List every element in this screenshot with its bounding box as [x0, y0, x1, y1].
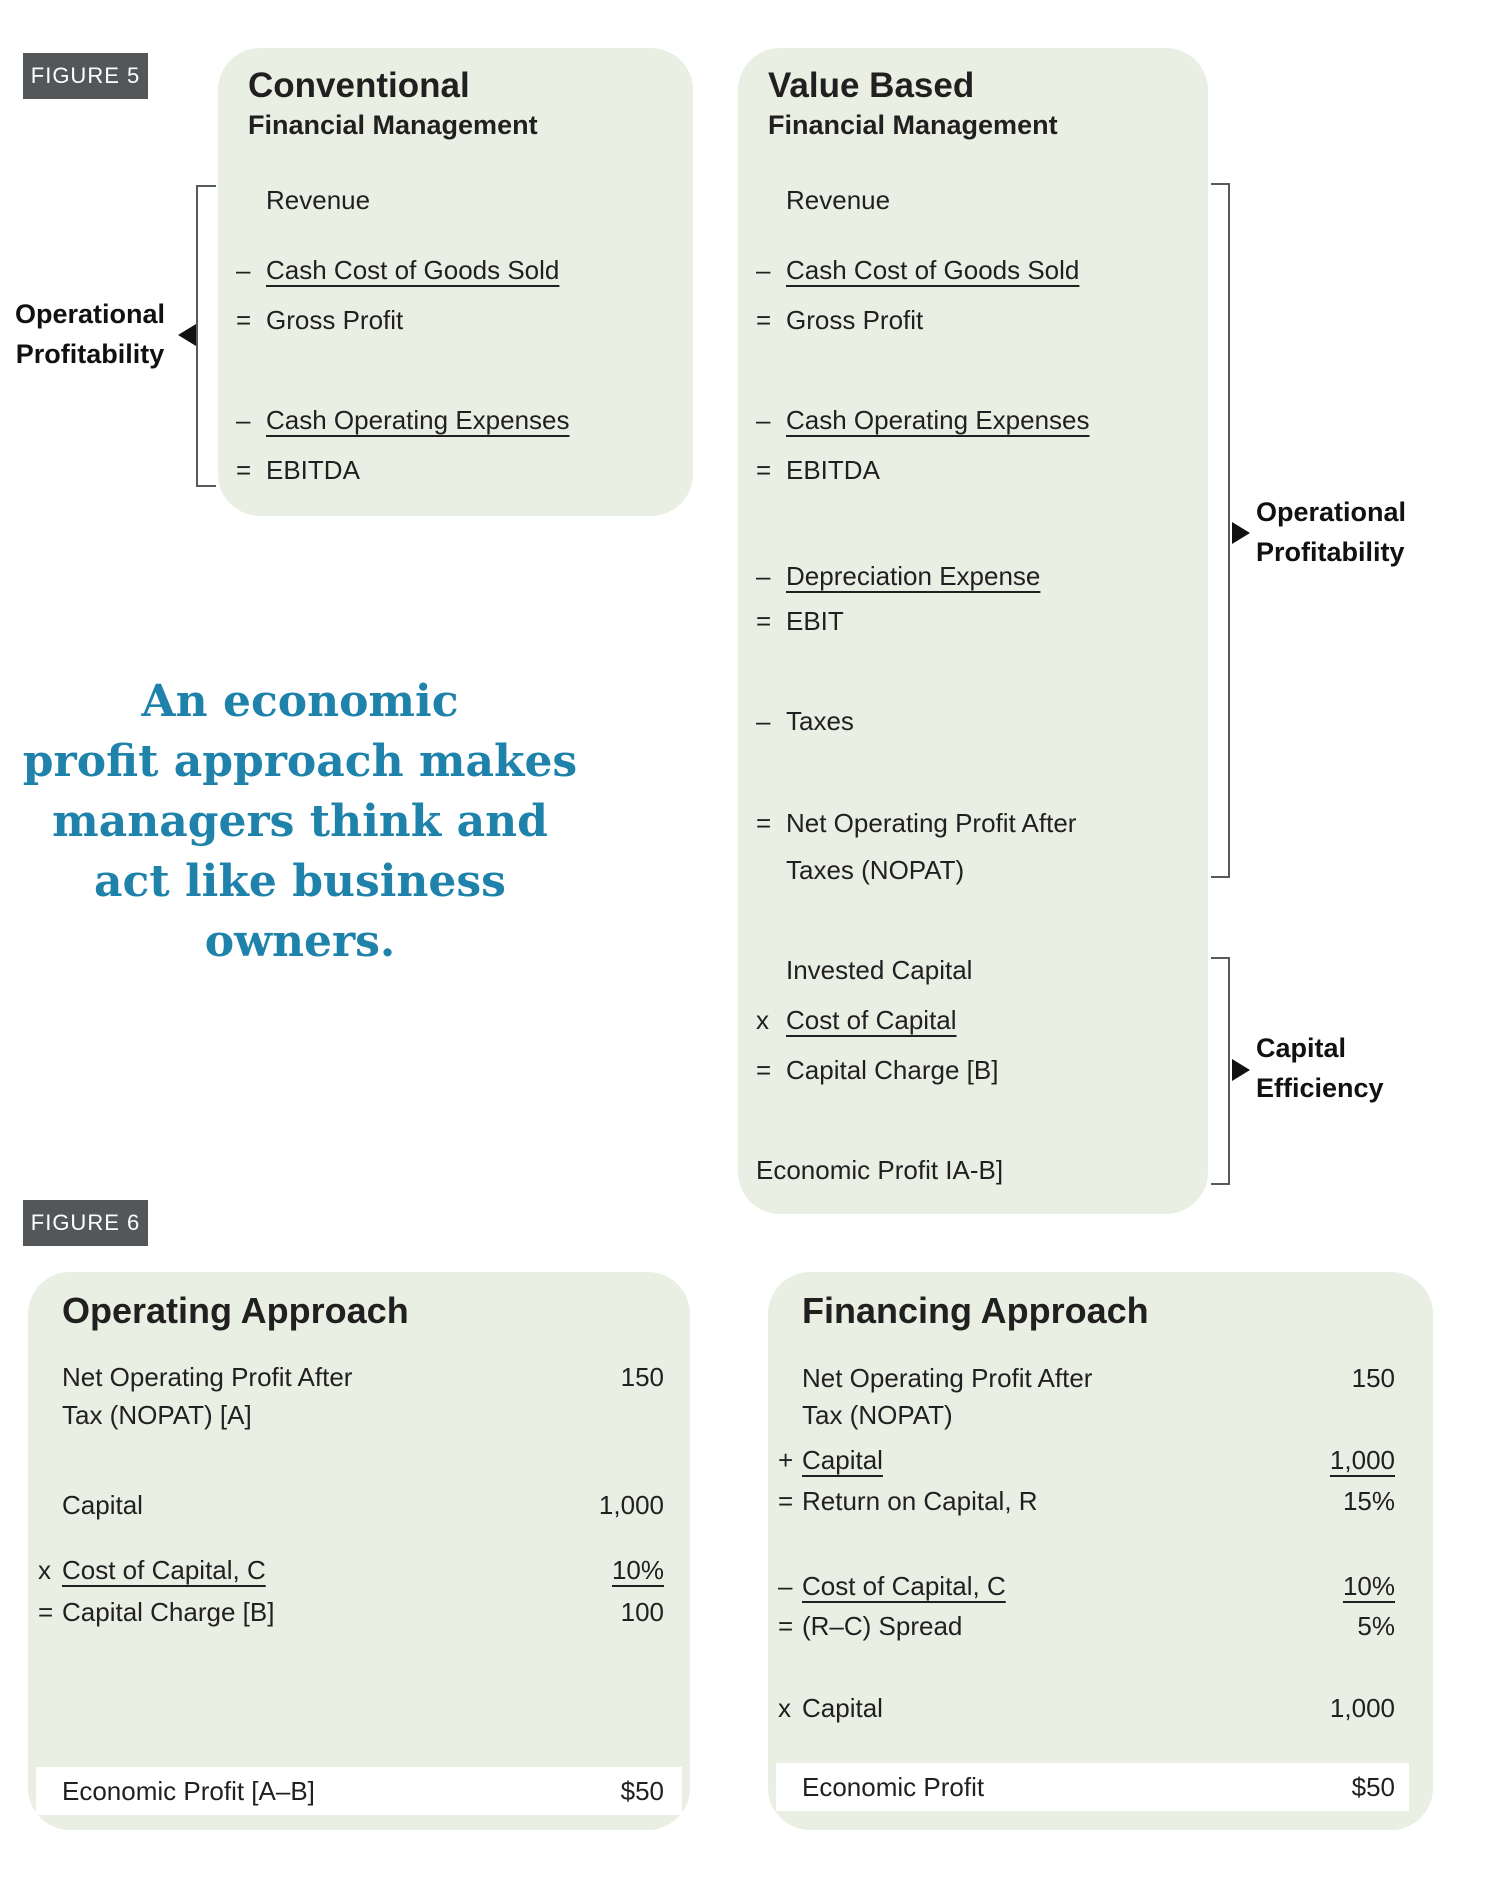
row-label: Return on Capital, R [802, 1486, 1038, 1516]
left-bracket-line [196, 185, 198, 487]
row-label: EBITDA [786, 455, 880, 485]
row-label: Cost of Capital, C [62, 1555, 266, 1585]
row-label: Tax (NOPAT) [A] [62, 1400, 252, 1430]
value-based-panel [738, 48, 1208, 1214]
row-value: 10% [1342, 1571, 1395, 1601]
row-label: Cash Cost of Goods Sold [266, 255, 560, 285]
financing-approach-panel [768, 1272, 1433, 1830]
row-label: Cost of Capital [786, 1005, 957, 1035]
value-based-row [738, 402, 1208, 438]
row-label: Economic Profit IA-B] [756, 1155, 1004, 1185]
row-label: Capital Charge [B] [786, 1055, 999, 1085]
row-label: Tax (NOPAT) [802, 1400, 953, 1430]
row-value: 15% [1342, 1486, 1395, 1516]
conventional-row [218, 252, 693, 288]
conventional-title: Conventional [248, 66, 470, 105]
quote-line: managers think and [52, 796, 548, 847]
row-label: Capital [802, 1445, 883, 1475]
row-operator: = [756, 1055, 772, 1085]
row-operator: = [236, 455, 252, 485]
row-operator: x [38, 1555, 51, 1585]
label-line: Profitability [1256, 537, 1405, 567]
quote-line: profit approach makes [22, 736, 578, 787]
label-line: Operational [14, 299, 166, 329]
row-operator: = [756, 455, 772, 485]
value-based-row [738, 182, 1208, 218]
financing-row [768, 1442, 1433, 1478]
quote-line: An economic [141, 676, 459, 727]
value-based-row [738, 603, 1208, 639]
row-label: Gross Profit [266, 305, 404, 335]
operating-approach-title: Operating Approach [62, 1290, 409, 1331]
value-based-row [738, 252, 1208, 288]
financing-approach-title: Financing Approach [802, 1290, 1149, 1331]
row-value: 150 [1351, 1363, 1395, 1393]
row-value: 1,000 [598, 1490, 664, 1520]
label-line: Profitability [15, 339, 165, 369]
value-based-row [738, 852, 1208, 888]
row-operator: = [236, 305, 252, 335]
row-operator: = [756, 606, 772, 636]
value-based-row [738, 1002, 1208, 1038]
highlight-label: Economic Profit [A–B] [62, 1776, 315, 1806]
conventional-row [218, 402, 693, 438]
row-label: Net Operating Profit After [802, 1363, 1093, 1393]
right-top-bracket-arrow-icon [1232, 522, 1250, 544]
right-top-bracket-bottom-tick [1211, 876, 1230, 878]
operating-row [28, 1359, 690, 1395]
economic-profit-highlight-row [776, 1763, 1409, 1811]
row-label: EBITDA [266, 455, 360, 485]
quote-line: owners. [204, 916, 396, 967]
economic-profit-highlight-row [36, 1767, 682, 1815]
row-operator: = [778, 1486, 794, 1516]
row-label: Revenue [786, 185, 891, 215]
left-bracket-arrow-icon [178, 324, 196, 346]
operational-profitability-right-label [1256, 492, 1406, 572]
row-operator: = [756, 808, 772, 838]
row-label: Taxes [786, 706, 854, 736]
row-label: Capital Charge [B] [62, 1597, 275, 1627]
operational-profitability-left-label [8, 294, 172, 374]
figure5-tag: FIGURE 5 [23, 53, 148, 99]
financing-row [768, 1608, 1433, 1644]
operating-approach-panel [28, 1272, 690, 1830]
row-label: Cost of Capital, C [802, 1571, 1006, 1601]
row-operator: + [778, 1445, 794, 1475]
value-based-row [738, 1152, 1208, 1188]
conventional-row [218, 302, 693, 338]
row-value: 1,000 [1329, 1693, 1395, 1723]
label-line: Operational [1256, 497, 1407, 527]
conventional-panel [218, 48, 693, 516]
right-bottom-bracket-line [1228, 957, 1230, 1185]
conventional-row [218, 182, 693, 218]
row-operator: – [236, 255, 251, 285]
row-operator: = [778, 1611, 794, 1641]
row-label: EBIT [786, 606, 844, 636]
operating-row [28, 1397, 690, 1433]
row-operator: = [38, 1597, 54, 1627]
row-value: 10% [611, 1555, 664, 1585]
quote-line: act like business [94, 856, 506, 907]
row-label: Capital [62, 1490, 143, 1520]
highlight-label: Economic Profit [802, 1772, 985, 1802]
left-bracket-top-tick [197, 185, 216, 187]
value-based-row [738, 952, 1208, 988]
row-label: Cash Operating Expenses [266, 405, 570, 435]
financing-row [768, 1483, 1433, 1519]
financing-row [768, 1360, 1433, 1396]
row-operator: – [756, 255, 771, 285]
operating-row [28, 1594, 690, 1630]
right-bottom-bracket-arrow-icon [1232, 1059, 1250, 1081]
row-label: Depreciation Expense [786, 561, 1041, 591]
right-bottom-bracket-top-tick [1211, 957, 1230, 959]
row-operator: – [756, 405, 771, 435]
operating-row [28, 1552, 690, 1588]
row-value: 150 [620, 1362, 664, 1392]
row-value: 100 [620, 1597, 664, 1627]
highlight-value: $50 [620, 1776, 664, 1806]
right-top-bracket-line [1228, 183, 1230, 878]
value-based-row [738, 1052, 1208, 1088]
row-label: Gross Profit [786, 305, 924, 335]
value-based-row [738, 558, 1208, 594]
highlight-value: $50 [1351, 1772, 1395, 1802]
row-operator: – [778, 1571, 793, 1601]
label-line: Capital [1256, 1033, 1347, 1063]
row-label: Cash Cost of Goods Sold [786, 255, 1080, 285]
value-based-row [738, 703, 1208, 739]
row-label: Taxes (NOPAT) [786, 855, 965, 885]
value-based-row [738, 302, 1208, 338]
value-based-title: Value Based [768, 66, 975, 105]
row-label: Net Operating Profit After [786, 808, 1077, 838]
row-label: Cash Operating Expenses [786, 405, 1090, 435]
row-label: Net Operating Profit After [62, 1362, 353, 1392]
row-label: Invested Capital [786, 955, 973, 985]
financing-row [768, 1397, 1433, 1433]
row-operator: = [756, 305, 772, 335]
row-label: (R–C) Spread [802, 1611, 963, 1641]
value-based-subtitle: Financial Management [768, 110, 1058, 140]
left-bracket-bottom-tick [197, 485, 216, 487]
row-operator: x [756, 1005, 769, 1035]
figure6-tag: FIGURE 6 [23, 1200, 148, 1246]
right-bottom-bracket-bottom-tick [1211, 1183, 1230, 1185]
financing-row [768, 1690, 1433, 1726]
row-operator: – [236, 405, 251, 435]
row-value: 1,000 [1329, 1445, 1395, 1475]
conventional-row [218, 452, 693, 488]
right-top-bracket-top-tick [1211, 183, 1230, 185]
row-operator: x [778, 1693, 791, 1723]
capital-efficiency-label [1256, 1028, 1384, 1108]
row-label: Capital [802, 1693, 883, 1723]
pull-quote [0, 672, 600, 972]
label-line: Efficiency [1256, 1073, 1384, 1103]
row-operator: – [756, 706, 771, 736]
conventional-subtitle: Financial Management [248, 110, 538, 140]
value-based-row [738, 452, 1208, 488]
value-based-row [738, 805, 1208, 841]
row-operator: – [756, 561, 771, 591]
row-value: 5% [1357, 1611, 1395, 1641]
operating-row [28, 1487, 690, 1523]
financing-row [768, 1568, 1433, 1604]
row-label: Revenue [266, 185, 371, 215]
